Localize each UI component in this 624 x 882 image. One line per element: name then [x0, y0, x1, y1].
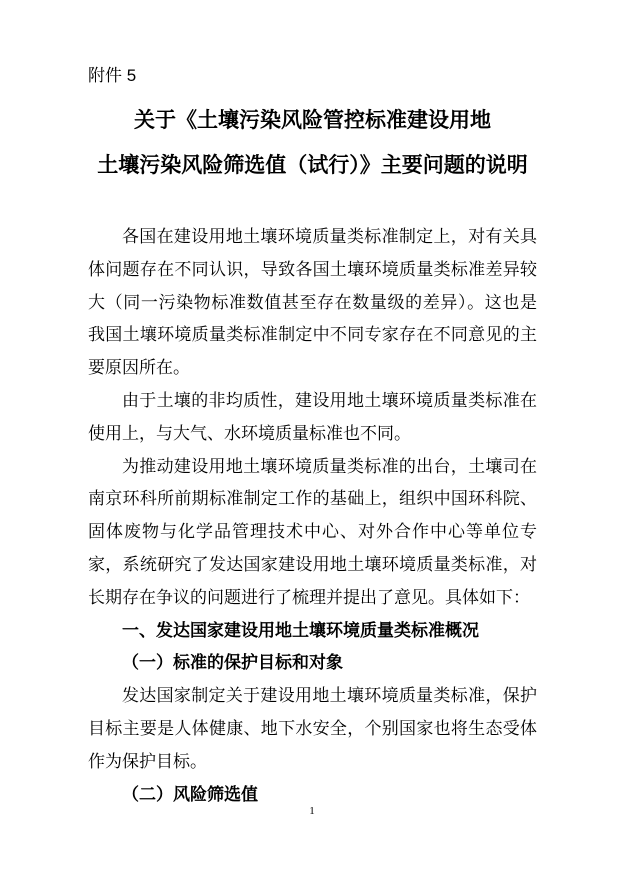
document-title-line-1: 关于《土壤污染风险管控标准建设用地: [134, 108, 491, 132]
section-heading-developed-countries-overview: 一、发达国家建设用地土壤环境质量类标准概况: [122, 620, 479, 640]
document-title-line-2: 土壤污染风险筛选值（试行）》主要问题的说明: [97, 153, 528, 177]
page-number: 1: [309, 805, 315, 817]
paragraph-protection-targets-detail: 发达国家制定关于建设用地土壤环境质量类标准，保护目标主要是人体健康、地下水安全，个别国家也将生态受体作为保护目标。: [88, 686, 537, 771]
subsection-heading-risk-screening-values: （二）风险筛选值: [122, 784, 258, 804]
subsection-heading-protection-targets: （一）标准的保护目标和对象: [122, 653, 343, 673]
attachment-label: 附件 5: [88, 66, 137, 85]
paragraph-standard-development-process: 为推动建设用地土壤环境质量类标准的出台，土壤司在南京环科所前期标准制定工作的基础上，组织中国环科院、固体废物与化学品管理技术中心、对外合作中心等单位专家，系统研究了发达国家建设用地土壤环境质量类标准，对长期存在争议的问题进行了梳理并提出了意见。具体如下：: [88, 456, 537, 607]
document-body: [88, 221, 537, 811]
paragraph-soil-heterogeneity: 由于土壤的非均质性，建设用地土壤环境质量类标准在使用上，与大气、水环境质量标准也不同。: [88, 390, 537, 443]
paragraph-country-standards-differences: 各国在建设用地土壤环境质量类标准制定上，对有关具体问题存在不同认识，导致各国土壤环境质量类标准差异较大（同一污染物标准数值甚至存在数量级的差异）。这也是我国土壤环境质量类标准制定中不同专家存在不同意见的主要原因所在。: [88, 227, 537, 378]
document-title: [88, 98, 537, 188]
